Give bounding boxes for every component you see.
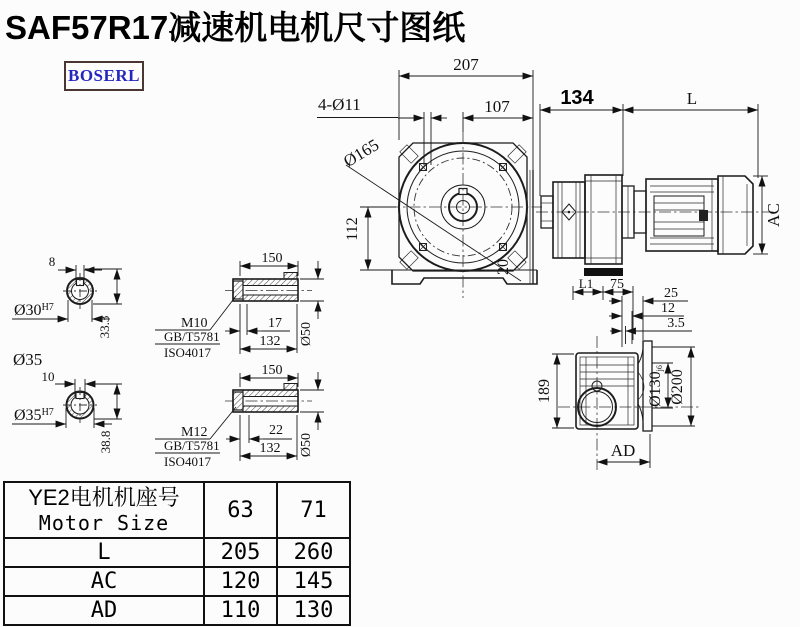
dim-foot: 20 — [495, 259, 512, 275]
table-size-71: 71 — [277, 482, 350, 538]
dim-motor-dia: AC — [764, 203, 783, 227]
dim-bore-b — [14, 407, 54, 424]
dim-189: 189 — [536, 379, 553, 403]
page-title: SAF57R17减速机电机尺寸图纸 — [5, 9, 466, 46]
kit-a-bolt: M10 — [181, 316, 208, 331]
dim-75: 75 — [610, 277, 624, 292]
dim-spigot-dia — [647, 365, 664, 407]
header-en: Motor Size — [38, 511, 170, 535]
spigot-value: Ø130 — [647, 371, 664, 407]
bolt-hole — [420, 164, 427, 171]
shaft-kit-m10 — [155, 251, 324, 360]
foot-pad — [584, 268, 623, 276]
dim-12: 12 — [661, 301, 675, 316]
row-label-l: L — [4, 538, 204, 567]
dim-kit-a-dia: Ø50 — [299, 321, 314, 347]
dim-front-width: 207 — [453, 55, 479, 74]
bore-a-tol: H7 — [41, 302, 54, 313]
kit-b-std1: GB/T5781 — [164, 438, 220, 453]
dim-motor-length: L — [686, 89, 698, 108]
dim-flange-dia: Ø165 — [340, 135, 383, 171]
dim-l1: L1 — [578, 276, 594, 291]
dim-kit-a-insert: 132 — [259, 334, 281, 349]
kit-b-bolt: M12 — [181, 425, 208, 440]
kit-b-std2: ISO4017 — [164, 454, 211, 469]
table-size-63: 63 — [204, 482, 277, 538]
table-row-l — [4, 538, 350, 567]
dim-key-height-a: 33.3 — [97, 315, 112, 339]
side-view — [536, 87, 783, 276]
value-ac-71: 145 — [277, 567, 350, 596]
bore-b-value: Ø35 — [14, 407, 42, 424]
value-l-71: 260 — [277, 538, 350, 567]
dim-kit-b-length: 150 — [261, 363, 283, 378]
dim-bore-a — [14, 302, 54, 319]
bolt-hole — [500, 164, 507, 171]
dim-key-height-b: 38.8 — [98, 430, 113, 454]
output-view — [536, 276, 700, 470]
bore-b-tol: H7 — [41, 407, 54, 418]
bolt-hole — [500, 244, 507, 251]
dim-kit-b-t: 22 — [269, 423, 283, 438]
table-row-ad — [4, 596, 350, 625]
kit-a-std1: GB/T5781 — [164, 329, 220, 344]
dim-kit-b-dia: Ø50 — [299, 432, 314, 458]
value-l-63: 205 — [204, 538, 277, 567]
dim-kit-b-insert: 132 — [259, 441, 281, 456]
dim-center-to-back: 107 — [484, 97, 510, 116]
shaft-section-b — [12, 369, 122, 453]
header-cn: YE2电机机座号 — [28, 485, 180, 510]
motor-size-table — [3, 481, 351, 626]
value-ad-71: 130 — [277, 596, 350, 625]
motor — [646, 179, 718, 251]
table-header-motor-size — [4, 482, 204, 538]
value-ac-63: 120 — [204, 567, 277, 596]
dim-flange-outer: Ø200 — [669, 369, 686, 405]
dim-3-5: 3.5 — [667, 316, 685, 331]
dim-kit-a-length: 150 — [261, 251, 283, 266]
dim-ad: AD — [610, 441, 636, 460]
kit-a-std2: ISO4017 — [164, 345, 211, 360]
dim-kit-a-t: 17 — [268, 316, 282, 331]
boserl-logo: BOSERL — [64, 61, 144, 91]
bore-a-value: Ø30 — [14, 302, 42, 319]
row-label-ad: AD — [4, 596, 204, 625]
dim-25: 25 — [664, 286, 678, 301]
spigot-tolerance: j6 — [655, 365, 664, 372]
fan-cover — [718, 176, 753, 254]
dim-key-a: 8 — [48, 254, 56, 269]
front-view — [317, 55, 542, 298]
shaft-section-a — [12, 254, 122, 338]
table-row-ac — [4, 567, 350, 596]
shaft-outer-dia-label: Ø35 — [13, 350, 43, 369]
table-header-row — [4, 482, 350, 538]
bolt-hole — [420, 244, 427, 251]
dim-key-b: 10 — [41, 369, 55, 384]
dim-bolt-holes: 4-Ø11 — [318, 95, 361, 114]
dim-housing-length: 134 — [560, 87, 594, 109]
shaft-key — [699, 210, 708, 221]
value-ad-63: 110 — [204, 596, 277, 625]
shaft-kit-m12 — [155, 363, 324, 469]
row-label-ac: AC — [4, 567, 204, 596]
dim-center-height: 112 — [344, 217, 361, 241]
